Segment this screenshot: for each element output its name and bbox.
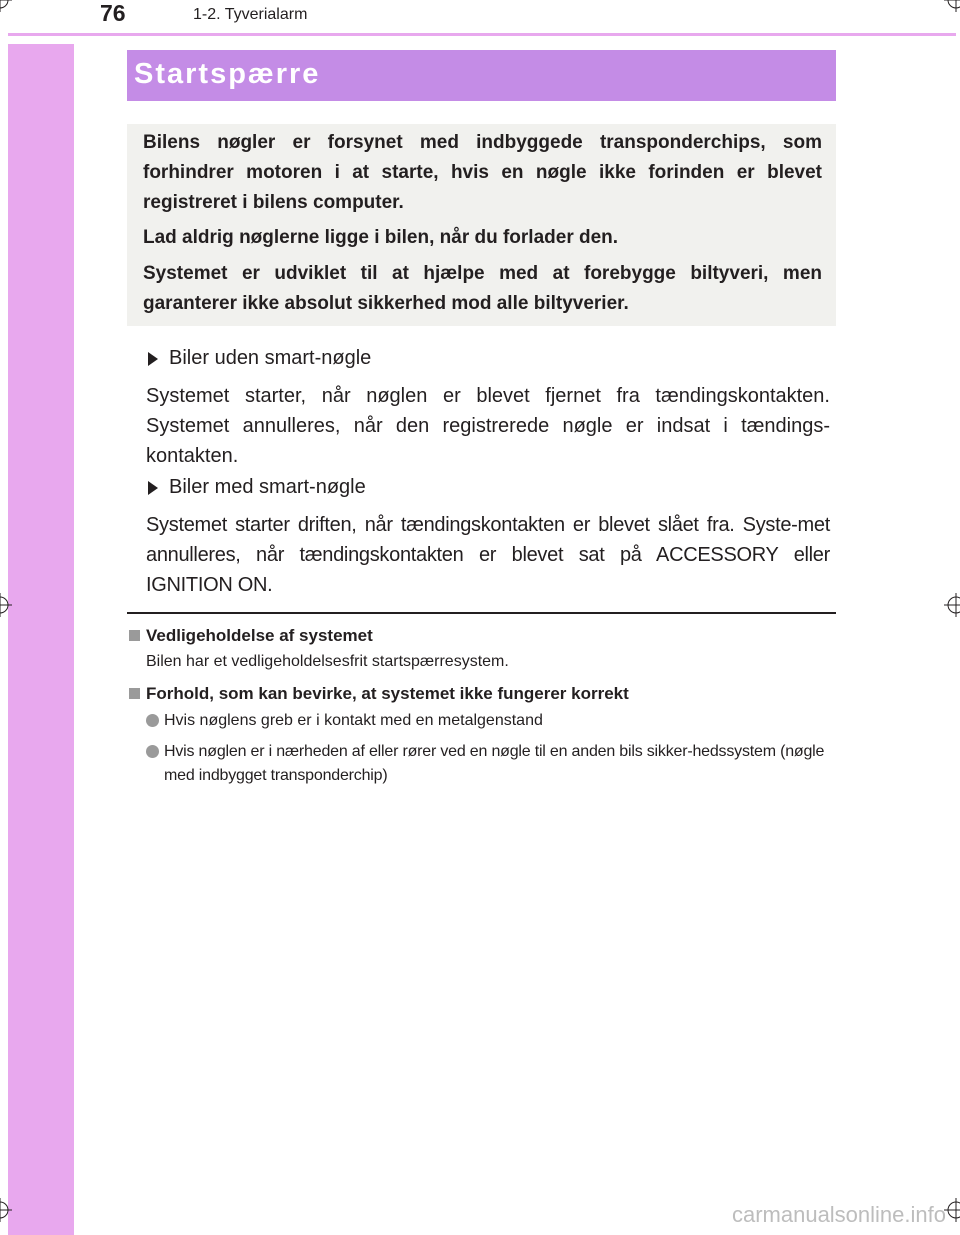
circle-bullet-icon: [146, 714, 159, 727]
registration-mark-icon: [0, 0, 12, 12]
header-rule: [8, 33, 956, 36]
subsection-heading: Biler med smart-nøgle: [169, 476, 366, 498]
chapter-side-strip: [8, 44, 74, 1235]
note-heading: Forhold, som kan bevirke, at systemet ikke fungerer korrekt: [146, 684, 629, 703]
triangle-bullet-icon: [148, 352, 158, 366]
registration-mark-icon: [944, 593, 960, 617]
note-bullet: Hvis nøglen er i nærheden af eller rører ved en nøgle til en anden bils sikker-hedssystem (nøgle med indbygget transponderchip): [164, 743, 825, 784]
subsection-heading: Biler uden smart-nøgle: [169, 347, 372, 369]
intro-paragraph: Systemet er udviklet til at hjælpe med at forebygge biltyveri, men garanterer ikke absolut sikkerhed mod alle biltyverier.: [143, 263, 822, 314]
subsection-body: Systemet starter, når nøglen er blevet fjernet fra tændingskontakten. Systemet annulleres, når den registrerede nøgle er indsat i tændings-kontakten.: [146, 385, 830, 467]
note-bullet: Hvis nøglens greb er i kontakt med en metalgenstand: [164, 712, 543, 729]
registration-mark-icon: [944, 1198, 960, 1222]
registration-mark-icon: [944, 0, 960, 12]
note-heading: Vedligeholdelse af systemet: [146, 626, 373, 645]
registration-mark-icon: [0, 1198, 12, 1222]
registration-mark-icon: [0, 593, 12, 617]
page-number: 76: [100, 0, 126, 26]
subsection-body: Systemet starter driften, når tændingskontakten er blevet slået fra. Syste-met annulleres, når tændingskontakten er blevet sat på ACCESSORY eller IGNITION ON.: [146, 514, 830, 596]
section-divider: [127, 612, 836, 614]
square-bullet-icon: [129, 688, 140, 699]
note-text: Bilen har et vedligeholdelsesfrit startspærresystem.: [146, 653, 509, 670]
circle-bullet-icon: [146, 745, 159, 758]
intro-paragraph: Lad aldrig nøglerne ligge i bilen, når du forlader den.: [143, 227, 619, 248]
section-breadcrumb: 1-2. Tyverialarm: [193, 6, 308, 23]
intro-paragraph: Bilens nøgler er forsynet med indbyggede transponderchips, som forhindrer motoren i at starte, hvis en nøgle ikke forinden er blevet registreret i bilens computer.: [143, 132, 822, 213]
square-bullet-icon: [129, 630, 140, 641]
triangle-bullet-icon: [148, 481, 158, 495]
watermark: carmanualsonline.info: [731, 1202, 946, 1227]
page-title: Startspærre: [134, 58, 321, 90]
